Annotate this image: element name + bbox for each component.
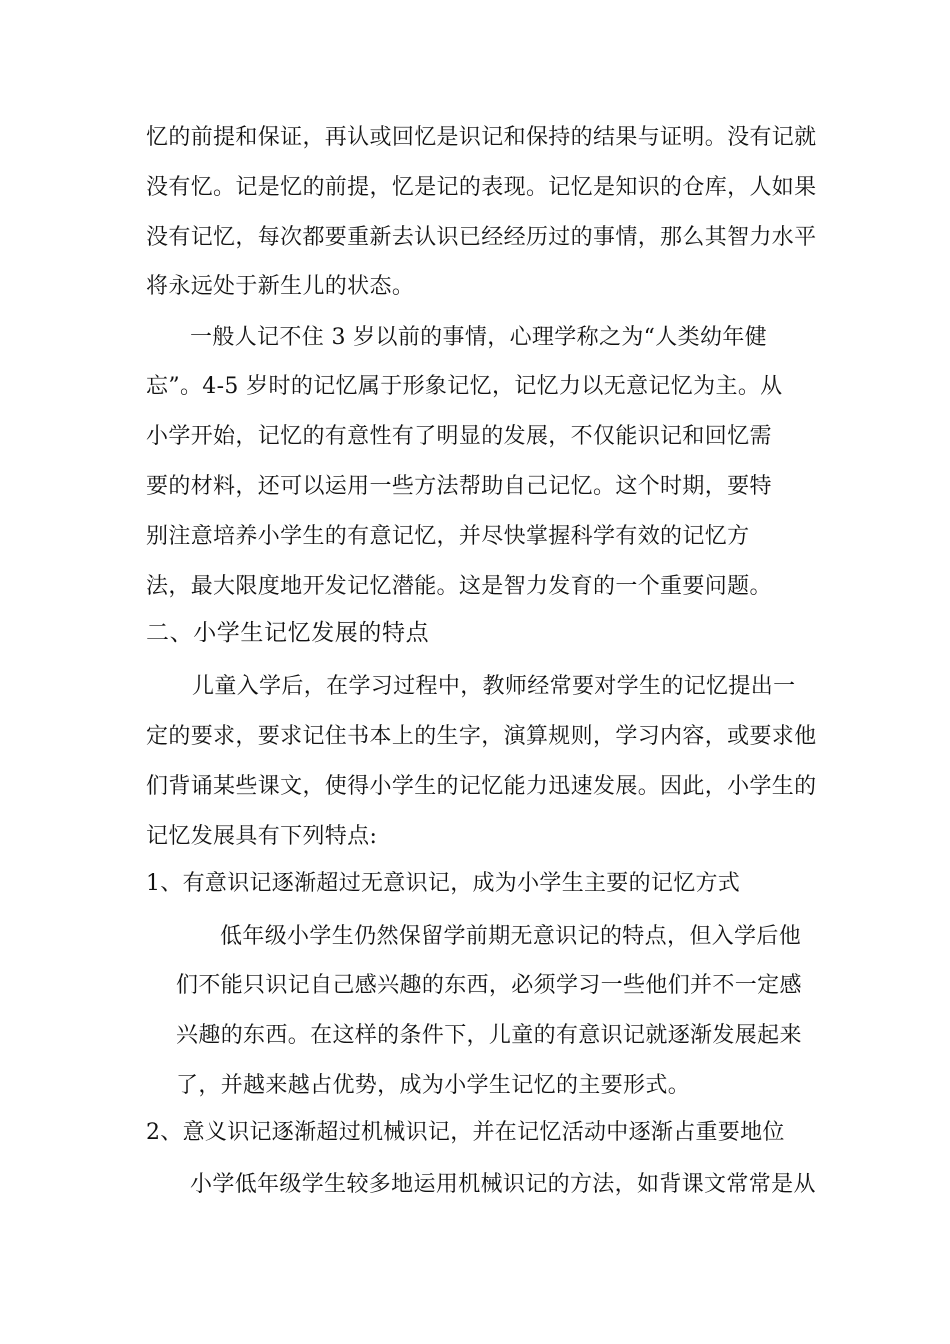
text-line: 了，并越来越占优势，成为小学生记忆的主要形式。 <box>176 1073 691 1098</box>
section-heading: 二、小学生记忆发展的特点 <box>146 620 430 646</box>
text-line: 法，最大限度地开发记忆潜能。这是智力发育的一个重要问题。 <box>146 574 772 599</box>
text-line: 小学低年级学生较多地运用机械识记的方法，如背课文常常是从 <box>190 1172 816 1197</box>
point-heading: 2、意义识记逐渐超过机械识记，并在记忆活动中逐渐占重要地位 <box>146 1120 785 1145</box>
text-line: 将永远处于新生儿的状态。 <box>146 274 415 299</box>
text-line: 定的要求，要求记住书本上的生字，演算规则，学习内容，或要求他 <box>146 724 817 749</box>
text-line: 们背诵某些课文，使得小学生的记忆能力迅速发展。因此，小学生的 <box>146 774 817 799</box>
text-line: 儿童入学后，在学习过程中，教师经常要对学生的记忆提出一 <box>192 674 796 699</box>
text-line: 们不能只识记自己感兴趣的东西，必须学习一些他们并不一定感 <box>176 973 802 998</box>
text-line: 忆的前提和保证，再认或回忆是识记和保持的结果与证明。没有记就 <box>146 125 817 150</box>
point-heading: 1、有意识记逐渐超过无意识记，成为小学生主要的记忆方式 <box>146 871 741 896</box>
text-line: 兴趣的东西。在这样的条件下，儿童的有意识记就逐渐发展起来 <box>176 1023 802 1048</box>
text-line: 没有忆。记是忆的前提，忆是记的表现。记忆是知识的仓库，人如果 <box>146 175 817 200</box>
text-line: 低年级小学生仍然保留学前期无意识记的特点，但入学后他 <box>220 924 802 949</box>
text-line: 一般人记不住 3 岁以前的事情，心理学称之为“人类幼年健 <box>190 325 768 350</box>
text-line: 小学开始，记忆的有意性有了明显的发展，不仅能识记和回忆需 <box>146 424 772 449</box>
text-line: 忘”。4-5 岁时的记忆属于形象记忆，记忆力以无意记忆为主。从 <box>146 374 783 399</box>
text-line: 别注意培养小学生的有意记忆，并尽快掌握科学有效的记忆方 <box>146 524 750 549</box>
text-line: 记忆发展具有下列特点: <box>146 824 378 849</box>
text-line: 没有记忆，每次都要重新去认识已经经历过的事情，那么其智力水平 <box>146 225 817 250</box>
text-line: 要的材料，还可以运用一些方法帮助自己记忆。这个时期，要特 <box>146 474 772 499</box>
